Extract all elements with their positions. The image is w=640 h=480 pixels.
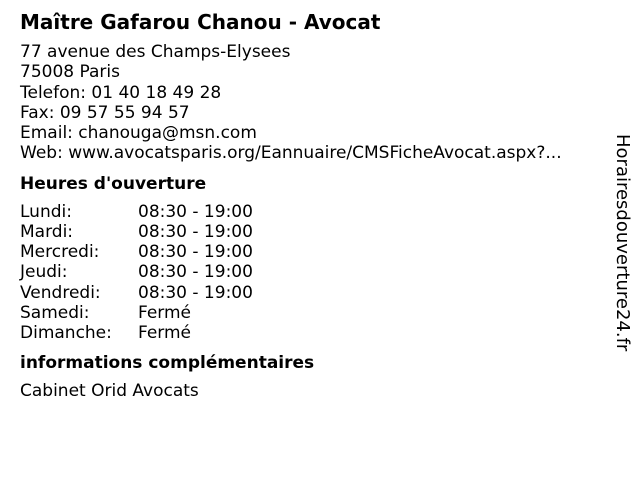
business-name: Maître Gafarou Chanou - Avocat (20, 10, 381, 34)
contact-block (20, 42, 610, 164)
hours-time: 08:30 - 19:00 (138, 201, 253, 222)
hours-day: Vendredi: (20, 282, 101, 303)
hours-day: Samedi: (20, 302, 90, 323)
fax-number: Fax: 09 57 55 94 57 (20, 102, 190, 123)
hours-time: Fermé (138, 302, 192, 323)
hours-row (20, 242, 253, 262)
hours-time: Fermé (138, 323, 192, 343)
hours-day: Mardi: (20, 221, 74, 242)
address-city: 75008 Paris (20, 62, 120, 83)
info-heading: informations complémentaires (20, 353, 315, 374)
info-text: Cabinet Orid Avocats (20, 381, 199, 402)
hours-row (20, 323, 253, 343)
site-watermark: Horairesdouverture24.fr (612, 134, 633, 352)
hours-day: Lundi: (20, 201, 72, 222)
hours-day: Dimanche: (20, 323, 112, 343)
hours-table (20, 202, 253, 343)
hours-time: 08:30 - 19:00 (138, 242, 253, 263)
phone-number: Telefon: 01 40 18 49 28 (20, 82, 222, 103)
hours-row (20, 222, 253, 242)
hours-day: Mercredi: (20, 242, 100, 263)
hours-row (20, 262, 253, 282)
business-card (20, 10, 610, 401)
hours-heading: Heures d'ouverture (20, 173, 207, 194)
address-street: 77 avenue des Champs-Elysees (20, 42, 291, 62)
hours-row (20, 283, 253, 303)
hours-row (20, 303, 253, 323)
website-url: Web: www.avocatsparis.org/Eannuaire/CMSFicheAvocat.aspx?... (20, 143, 562, 164)
hours-time: 08:30 - 19:00 (138, 262, 253, 283)
hours-time: 08:30 - 19:00 (138, 221, 253, 242)
email-address: Email: chanouga@msn.com (20, 123, 257, 144)
hours-time: 08:30 - 19:00 (138, 282, 253, 303)
hours-row (20, 202, 253, 222)
hours-day: Jeudi: (20, 262, 68, 283)
